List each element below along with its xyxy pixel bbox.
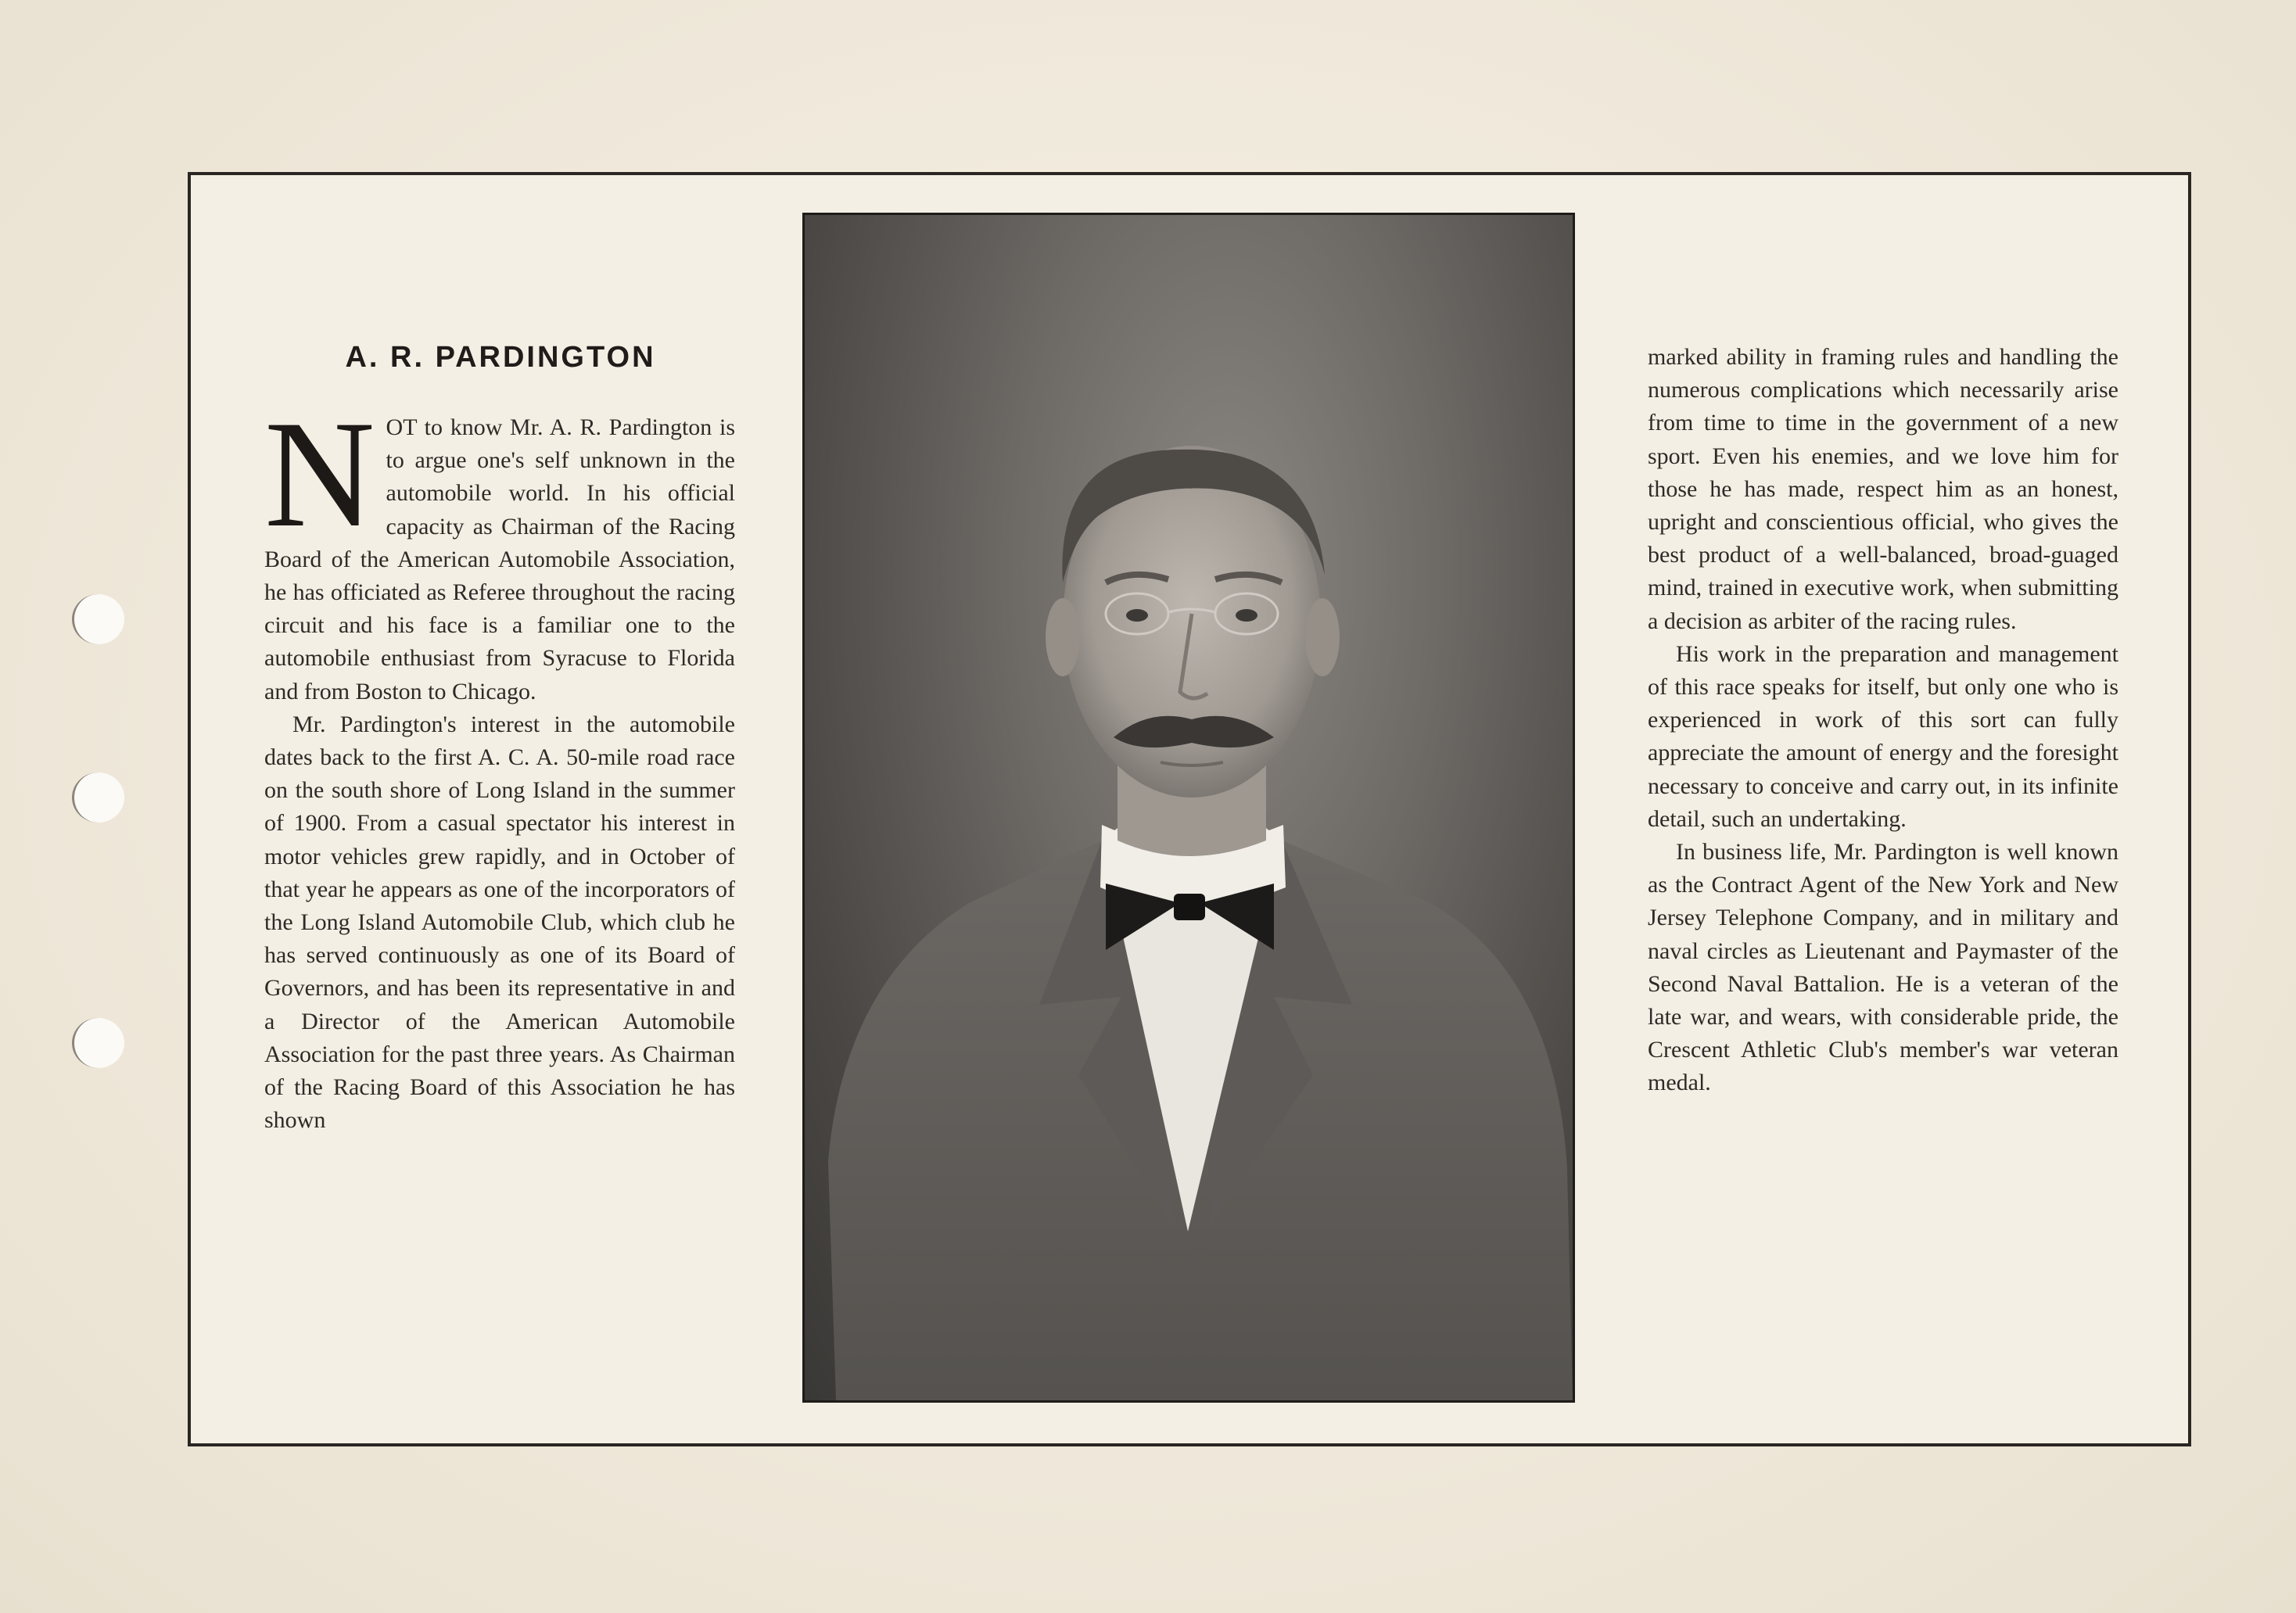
binder-hole-middle	[72, 772, 124, 823]
right-paragraph-3: In business life, Mr. Pardington is well known as the Contract Agent of the New York and New Jersey Telephone Company, and in military and naval circles as Lieutenant and Paymaster of the Second Naval Battalion. He is a veteran of the late war, and wears, with considerable pride, the Crescent Athletic Club's member's war veteran medal.	[1648, 839, 2118, 1096]
right-text-column	[1648, 341, 2118, 1100]
left-paragraph-2: Mr. Pardington's interest in the automobile dates back to the first A. C. A. 50-mile road race on the south shore of Long Island in the summer of 1900. From a casual spectator his interest in motor vehicles grew rapidly, and in October of that year he appears as one of the incorporators of the Long Island Automobile Club, which club he has served continuously as one of its Board of Governors, and has been its representative in and a Director of the American Automobile Association for the past three years. As Chairman of the Racing Board of this Association he has shown	[264, 711, 735, 1134]
portrait-photo	[802, 213, 1575, 1403]
portrait-illustration	[805, 215, 1573, 1400]
left-paragraph-1-text: OT to know Mr. A. R. Pardington is to argue one's self unknown in the automobile world. In his official capacity as Chairman of the Racing Board of the American Automobile Association, he has officiated as Referee throughout the racing circuit and his face is a familiar one to the automobile enthusiast from Syracuse to Florida and from Boston to Chicago.	[264, 414, 735, 704]
article-title: A. R. PARDINGTON	[345, 341, 656, 374]
binder-hole-bottom	[72, 1018, 124, 1068]
binder-hole-top	[72, 594, 124, 644]
left-text-column	[264, 389, 735, 1137]
right-paragraph-1: marked ability in framing rules and handling the numerous complications which necessarily arise from time to time in the government of a new sport. Even his enemies, and we love him for those he has made, respect him as an honest, upright and conscientious official, who gives the best product of a well-balanced, broad-guaged mind, trained in executive work, when submitting a decision as arbiter of the racing rules.	[1648, 344, 2118, 634]
left-paragraph-1	[264, 389, 735, 708]
drop-cap: N	[264, 389, 375, 559]
right-paragraph-2: His work in the preparation and management of this race speaks for itself, but only one who is experienced in work of this sort can fully appreciate the amount of energy and the foresight necessary to conceive and carry out, in its infinite detail, such an undertaking.	[1648, 640, 2118, 832]
